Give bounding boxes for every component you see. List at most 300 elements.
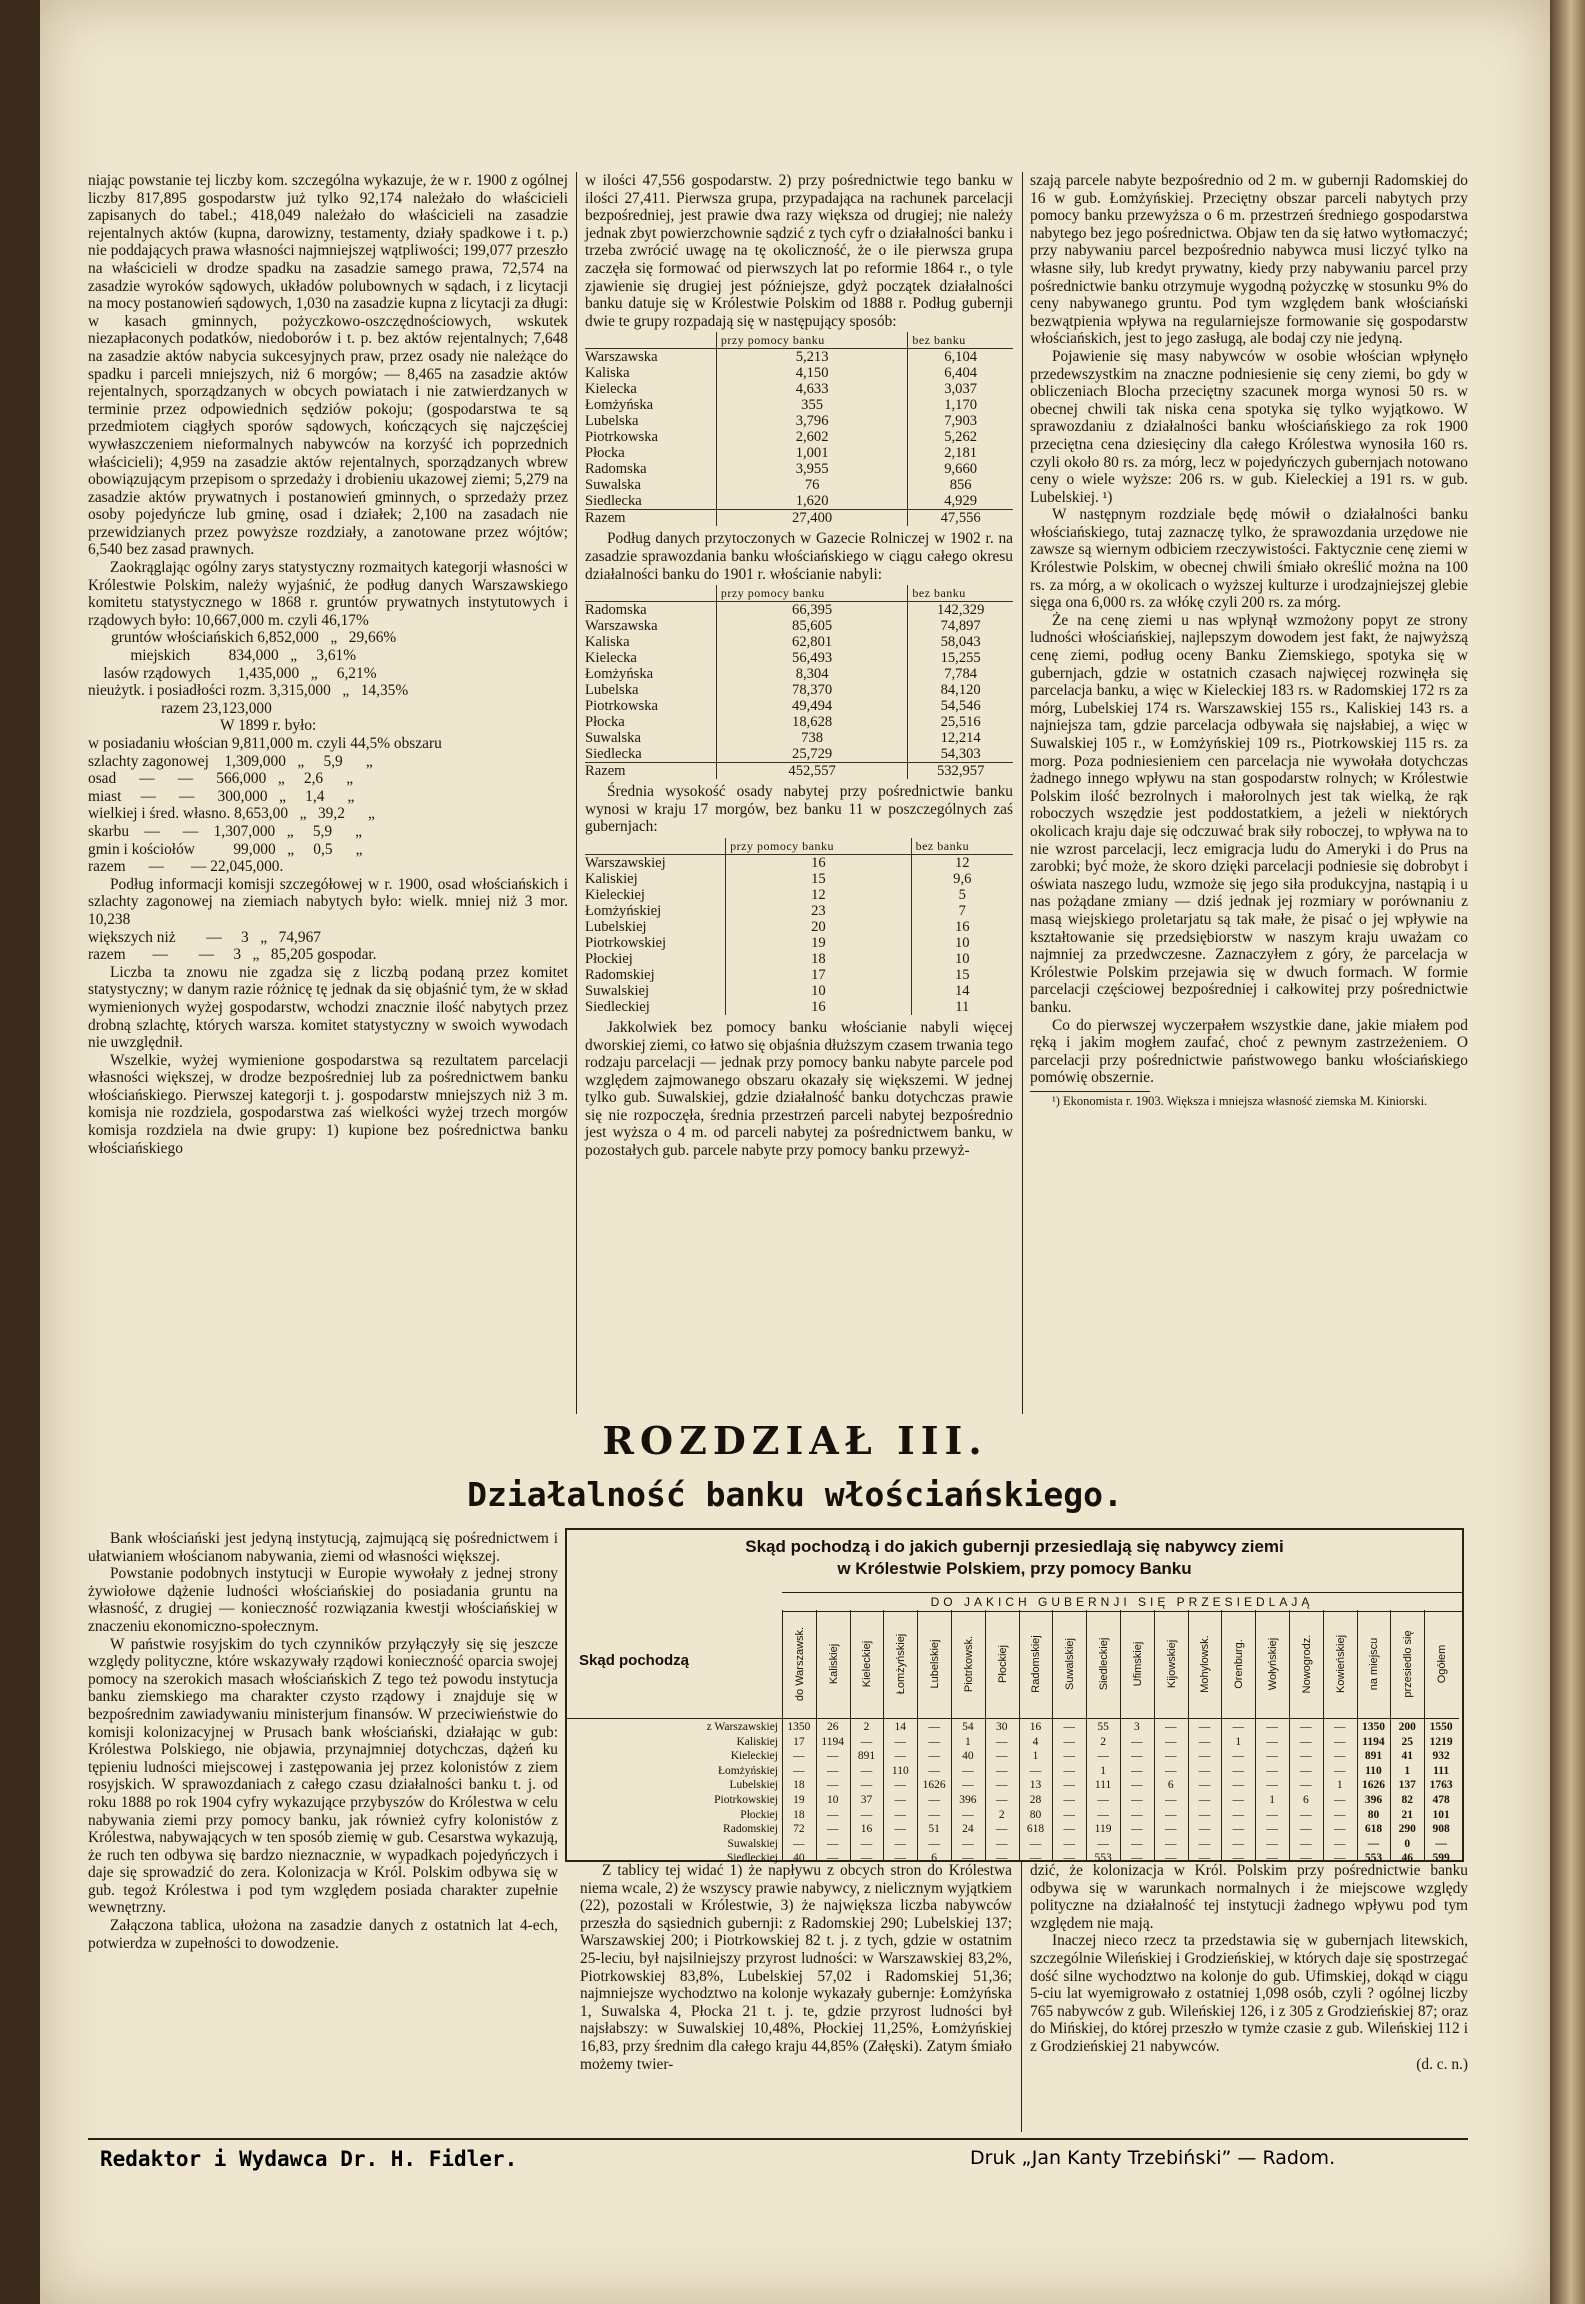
table-cell: —: [1300, 1735, 1312, 1748]
table-cell: —: [1232, 1823, 1245, 1836]
table-cell: 891: [857, 1750, 876, 1763]
table-cell: 1: [1336, 1779, 1343, 1792]
table-cell: 101: [1432, 1808, 1450, 1821]
table-cell: 4,929: [908, 493, 1013, 510]
table-row: [585, 763, 1013, 780]
row-label: Siedlecka: [585, 746, 642, 763]
column-header: Kowieńskiej: [1323, 1610, 1358, 1719]
row-label: Lubelskiej: [585, 918, 647, 935]
row-label: Lubelska: [585, 682, 639, 699]
table-cell: —: [995, 1852, 1008, 1865]
table-cell: —: [1131, 1735, 1143, 1748]
statistics-block: w posiadaniu włościan 9,811,000 m. czyli 44,5% obszaru szlachty zagonowej 1,309,000 „ 5,9 „ osad — — 566,000 „ 2,6 „ miast — — 300,000 „ 1,4 „ wielkiej i śred. własno. 8,653,00 „ 39,2 „ skarbu — — 1,307,000 „ 5,9 „ gmin i kościołów 99,000 „ 0,5 „ razem — — 22,045,000.: [88, 735, 442, 876]
table-cell: 14: [911, 983, 1013, 999]
row-label: Kieleckiej: [730, 1750, 778, 1763]
table-cell: —: [1131, 1852, 1143, 1865]
table-cell: —: [1164, 1721, 1177, 1733]
table-cell: —: [1333, 1750, 1346, 1763]
table-cell: —: [793, 1764, 805, 1777]
table-cell: 110: [891, 1764, 909, 1777]
table-cell: —: [894, 1794, 907, 1806]
data-table: przy pomocy banku bez banku Warszawskiej 16 12 Kaliskiej 15 9,6 Kieleckiej 12 5 Łomżyńskiej 23 7 Lubelskiej 20 16 Piotrkowskiej 19 10 Płockiej 18 10 Radomskiej 17 15 Suwalskiej 10 14 Siedleckiej 16 11: [585, 838, 1013, 1015]
table-cell: 599: [1432, 1852, 1450, 1865]
table-cell: 85,605: [716, 618, 907, 634]
table-cell: 40: [962, 1750, 974, 1763]
table-cell: 80: [1029, 1808, 1042, 1821]
column-header: Kaliskiej: [816, 1610, 851, 1719]
table-cell: 111: [1433, 1764, 1450, 1777]
table-cell: 532,957: [908, 763, 1013, 780]
table-cell: 9,6: [911, 871, 1013, 887]
table-cell: 54,546: [908, 698, 1013, 714]
row-label: Piotrkowska: [585, 698, 658, 715]
table-cell: —: [1097, 1837, 1109, 1850]
table-cell: —: [1232, 1794, 1245, 1806]
table-cell: —: [995, 1764, 1008, 1777]
table-row: [585, 618, 1013, 634]
paragraph: Jakkolwiek bez pomocy banku włościanie nabyli więcej dworskiej ziemi, co łatwo się objaśnia dłuższym czasem trwania tego rodzaju parcelacji — jednak przy pomocy banku nabyte parcele pod względem zajmowanego obszaru okazały się większemi. W jednej tylko gub. Suwalskiej, gdzie działalność banku dotychczas prawie się nie rozpoczęła, średnia przestrzeń parceli nabytej bezpośrednio jest wyższa o 4 m. od parceli nabytej za pośrednictwem banku, w pozostałych gub. parcele nabyte przy pomocy banku przewyż-: [585, 1018, 1013, 1160]
table-cell: 16: [860, 1823, 873, 1836]
table-cell: 1: [1032, 1750, 1039, 1763]
table-cell: —: [1333, 1823, 1346, 1836]
column-header: Nowogrodz.: [1289, 1610, 1324, 1719]
table-cell: —: [1300, 1852, 1312, 1865]
table-cell: 19: [726, 935, 911, 951]
table-cell: 37: [860, 1794, 873, 1806]
table-cell: —: [1198, 1837, 1211, 1850]
table-row: [585, 397, 1013, 413]
table-cell: —: [1063, 1764, 1076, 1777]
table-cell: —: [1198, 1808, 1211, 1821]
column-header: Kieleckiej: [850, 1610, 885, 1719]
table-cell: —: [1266, 1852, 1278, 1865]
column-header: Siedleckiej: [1086, 1610, 1121, 1719]
table-cell: 19: [793, 1794, 805, 1806]
table-cell: —: [860, 1735, 873, 1748]
table-cell: 18,628: [716, 714, 907, 730]
table-cell: 1626: [1361, 1779, 1385, 1792]
table-cell: 62,801: [716, 634, 907, 650]
table-cell: 396: [959, 1794, 977, 1806]
table-cell: 119: [1094, 1823, 1112, 1836]
table-cell: —: [928, 1735, 940, 1748]
column-divider: [576, 172, 577, 1414]
row-label: z Warszawskiej: [706, 1721, 778, 1733]
table-cell: 14: [894, 1721, 907, 1733]
column-header: Mohylowsk.: [1188, 1610, 1223, 1719]
table-cell: 1: [1100, 1764, 1106, 1777]
table-cell: 8,304: [716, 666, 907, 682]
table-cell: —: [1029, 1837, 1042, 1850]
table-cell: —: [1063, 1837, 1076, 1850]
table-cell: —: [1300, 1779, 1312, 1792]
table-row: [585, 493, 1013, 510]
table-cell: —: [1266, 1764, 1278, 1777]
row-label: Płockiej: [740, 1808, 778, 1821]
table-cell: 553: [1364, 1852, 1383, 1865]
table-cell: —: [1164, 1735, 1177, 1748]
footnote: ¹) Ekonomista r. 1903. Większa i mniejsza własność ziemska M. Kiniorski.: [1052, 1093, 1428, 1108]
paragraph: W następnym rozdziale będę mówił o działalności banku włościańskiego, tutaj zaznaczę tylko, że sprawozdania urzędowe nie zawsze są wiernym odbiciem rzeczywistości. Faktycznie cenę ziemi w Królestwie Polskim, w obecnej chwili śmiało określić można na 100 rs. za mórg, a w okolicach o wyższej kulturze i urodzajniejszej glebie sięga ona 6,000 rs. za włókę czyli 200 rs. za mórg.: [1030, 506, 1468, 612]
table-cell: —: [1300, 1764, 1312, 1777]
table-cell: 80: [1367, 1808, 1380, 1821]
paragraph: Bank włościański jest jedyną instytucją, zajmującą się pośrednictwem i ułatwianiem włościanom nabywania, ziemi od własności większej.: [88, 1530, 558, 1565]
bottom-middle-column: [580, 1862, 1012, 2073]
footer-rule: [88, 2138, 1468, 2140]
table-cell: 1763: [1429, 1779, 1453, 1792]
table-row: [585, 903, 1013, 919]
table-cell: —: [1198, 1852, 1211, 1865]
table-cell: 47,556: [908, 510, 1013, 527]
table-cell: —: [1367, 1837, 1380, 1850]
table-cell: 23: [726, 903, 911, 919]
table-cell: 6: [1303, 1794, 1309, 1806]
table-cell: —: [1266, 1735, 1278, 1748]
table-cell: 17: [726, 967, 911, 983]
table-cell: 26: [826, 1721, 839, 1733]
table-cell: 9,660: [908, 461, 1013, 477]
table-cell: 12,214: [908, 730, 1013, 746]
table-cell: 478: [1432, 1794, 1450, 1806]
table-cell: 2,181: [908, 445, 1013, 461]
table-cell: 4,633: [716, 381, 907, 397]
table-cell: 40: [793, 1852, 805, 1865]
row-label: Kielecka: [585, 381, 637, 398]
table-cell: —: [1131, 1823, 1143, 1836]
table-cell: 84,120: [908, 682, 1013, 698]
table-cell: —: [860, 1764, 873, 1777]
column-header: Kijowskiej: [1154, 1610, 1189, 1719]
table-cell: —: [995, 1823, 1008, 1836]
table-cell: —: [1198, 1764, 1211, 1777]
table-cell: —: [894, 1750, 907, 1763]
table-cell: 6: [931, 1852, 937, 1865]
table-cell: 18: [726, 951, 911, 967]
table-cell: —: [928, 1794, 940, 1806]
paragraph: Zaokrąglając ogólny zarys statystyczny rozmaitych kategorji własności w Królestwie Polskim, należy wyjaśnić, że podług danych Warszawskiego komitetu statystycznego w 1868 r. gruntów prywatnych instytutowych i rządowych było: 10,667,000 m. czyli 46,17%: [88, 559, 568, 629]
row-label: Piotrkowskiej: [585, 934, 667, 951]
table-cell: 12: [911, 854, 1013, 871]
row-label: Lubelska: [585, 413, 639, 430]
table-row: [585, 698, 1013, 714]
table-cell: —: [995, 1779, 1008, 1792]
table-cell: —: [1097, 1808, 1109, 1821]
table-cell: 10: [826, 1794, 839, 1806]
table-cell: —: [1198, 1721, 1211, 1733]
migration-table: [565, 1528, 1464, 1865]
row-label: Kaliska: [585, 634, 630, 651]
table-cell: —: [1164, 1764, 1177, 1777]
column-header: Orenburg.: [1221, 1610, 1256, 1719]
table-cell: —: [1232, 1764, 1245, 1777]
table-cell: —: [894, 1735, 907, 1748]
paragraph: Że na cenę ziemi u nas wpłynął wzmożony popyt ze strony ludności włościańskiej, najlepszym dowodem jest fakt, że najwyższą cenę ziemi, podług oceny Banku Ziemskiego, spotyka się w gubernjach, gdzie w ostatnich czasach najwięcej rozwinęła się parcelacja banku, a więc w Kieleckiej 183 rs. w Radomskiej 172 rs za mórg, Lubelskiej 174 rs. Warszawskiej 155 rs., Kaliskiej 143 rs. a najniejsza tam, gdzie parcelacja odbywała się najsłabiej, a więc w Suwalskiej 105 r., w Łomżyńskiej 109 rs., Piotrkowskiej 115 rs. za morg. Poza podniesieniem cen parcelacja nie wywołała dotychczas żadnego innego wpływu na stan gospodarstw rolnych; w Królestwie Polskim ilość bezrolnych i małorolnych jest tak wielką, że rąk roboczych wszędzie jest poddostatkiem, a jeżeli w niektórych okolicach kraju daje się odczuwać brak siły roboczej, to wpływa na to nie wzrost parcelacji, lecz emigracja ludu do Ameryki i do Prus na zarobki; być może, że skoro dzięki parcelacji podniesie się dobrobyt i oświata naszego ludu, wzmoże się jego siła produkcyjna, nastąpią i u nas pożądane zmiany — dziś jednak jej rozmiary w porównaniu z masą wiejskiego proletarjatu są tak małe, że pisać o jej wpływie na kształtowanie się przedsiębiorstw w naszym kraju uważam co najmniej za przedwczesne. Zaznaczyłem z góry, że parcelacja w Królestwie Polskim przejawia się w dwuch formach. W formie parcelacji częściowej bezpośredniej i całkowitej przy pośrednictwie banku.: [1030, 611, 1468, 1016]
table-cell: 2,602: [716, 429, 907, 445]
table-row: [585, 871, 1013, 887]
paragraph: w ilości 47,556 gospodarstw. 2) przy pośrednictwie tego banku w ilości 27,411. Pierwsza grupa, przypadająca na rachunek parcelacji bezpośredniej, jest prawie dwa razy większa od drugiej; nie należy jednak zbyt powierzchownie sądzić z tych cyfr o działalności banku i trzeba zwrócić uwagę na tę okoliczność, że o ile pierwsza grupa zaczęła się formować od pierwszych lat po reformie 1864 r., o tyle zjawienie się drugiej jest późniejsze, gdyż początek działalności banku datuje się w Królestwie Polskim od 1888 r. Podług gubernji dwie te grupy rozpadają się w następujący sposób:: [585, 172, 1013, 330]
table-cell: 1626: [922, 1779, 946, 1792]
table-cell: 355: [716, 397, 907, 413]
table-cell: —: [962, 1852, 974, 1865]
table-cell: 51: [928, 1823, 940, 1836]
table-cell: —: [860, 1808, 873, 1821]
table-cell: 1194: [1362, 1735, 1385, 1748]
column-header: do Warszawsk.: [782, 1610, 817, 1719]
table-cell: —: [1131, 1779, 1143, 1792]
table-row: [585, 602, 1013, 619]
table-cell: —: [1300, 1721, 1312, 1733]
table-cell: —: [1198, 1735, 1211, 1748]
paragraph: Załączona tablica, ułożona na zasadzie danych z ostatnich lat 4-ech, potwierdza w zupełności to dowodzenie.: [88, 1917, 558, 1952]
table-cell: 74,897: [908, 618, 1013, 634]
row-label: Łomżyńskiej: [585, 902, 662, 919]
table-cell: —: [928, 1764, 940, 1777]
table-cell: —: [1131, 1764, 1143, 1777]
row-label: Piotrkowska: [585, 429, 658, 446]
paragraph: szają parcele nabyte bezpośrednio od 2 m. w gubernji Radomskiej do 16 w gub. Łomżyńskiej. Przeciętny obszar parceli nabytych przy pomocy banku przewyższa o 6 m. przestrzeń średniego gospodarstwa nabytego bez jego pośrednictwa. Objaw ten da się łatwo wytłomaczyć; przy nabywaniu parcel bezpośrednio nabywca musi liczyć tylko na własne siły, lub kredyt prywatny, kiedy przy nabywaniu parcel przy pośrednictwie banku otrzymuje wygodną pożyczkę w stosunku 9% do ceny nabywanego gruntu. Pod tym względem bank włościański bezwątpienia wpływa na regularniejsze formowanie się gospodarstw włościańskich, jest to jego zasługą, ale bodaj czy nie jedyną.: [1030, 172, 1468, 348]
column-header: Radomskiej: [1019, 1610, 1054, 1719]
table-cell: 15: [726, 871, 911, 887]
row-label: Kaliska: [585, 365, 630, 382]
table-cell: —: [1266, 1750, 1278, 1763]
table-row: [585, 413, 1013, 429]
table-row: [585, 477, 1013, 493]
table-cell: 54: [962, 1721, 974, 1733]
row-label: Warszawska: [585, 618, 658, 635]
table-cell: 1350: [1361, 1721, 1385, 1733]
chapter-heading: ROZDZIAŁ III.: [602, 1418, 988, 1463]
table-cell: —: [793, 1837, 805, 1850]
paragraph: Powstanie podobnych instytucji w Europie wywołały z jednej strony żywiołowe dążenie ludności włościańskiej do posiadania gruntu na własność, z drugiej — konieczność rozwiązania kwestji włościańskiej w znaczeniu ekonomiczno-społecznym.: [88, 1565, 558, 1635]
table-cell: —: [1333, 1837, 1346, 1850]
table-cell: 20: [726, 919, 911, 935]
table-cell: —: [1063, 1779, 1076, 1792]
table-row: [585, 365, 1013, 381]
table-cell: 618: [1364, 1823, 1383, 1836]
table-cell: 6,104: [908, 349, 1013, 366]
table-row: [585, 445, 1013, 461]
column-2: [585, 172, 1013, 1160]
table-cell: 46: [1401, 1852, 1414, 1865]
paragraph: W państwie rosyjskim do tych czynników przyłączyły się się jeszcze względy polityczne, które wskazywały rządowi konieczność oparcia swojej pomocy na szerokich masach włościańskich Z tego też powodu instytucja banku ziemskiego ma charakter czysto rządowy i znajduje się w bezpośrednim zawiadywaniu ministerjum finansów. W przeciwieństwie do komisji kolonizacyjnej w Prusach bank włościański, działając w gub: Królestwa Polskiego, nie objawia, przynajmniej dotychczas, dążeń ku tępieniu ludności miejscowej i zastępowania jej przez kolonistów z ziem rosyjskich. W sprawozdaniach z całego czasu działalności banku t. j. od roku 1888 po rok 1904 cyfry wykazujące przybyszów do Królestwa w celu nabywania ziemi przy pomocy banku, jak również cyfry kolonistów z Królestwa, nabywających w ten sposób ziemię w gub. Cesarstwa wykazują, że ruch ten odbywa się bardzo nieznacznie, w wypadkach pojedyńczych i daje się sprowadzić do zera. Kolonizacja w Król. Polskim odbywa się w gub. tegoż Królestwa i pod tym względem posiada charakter zupełnie wewnętrzny.: [88, 1635, 558, 1917]
table-row: [585, 650, 1013, 666]
table-cell: 137: [1398, 1779, 1416, 1792]
table-row: [585, 951, 1013, 967]
table-cell: —: [894, 1808, 907, 1821]
table-row: [585, 887, 1013, 903]
table-cell: 12: [726, 887, 911, 903]
table-cell: —: [1131, 1837, 1143, 1850]
table-cell: —: [1131, 1794, 1143, 1806]
table-cell: 49,494: [716, 698, 907, 714]
table-title: Skąd pochodzą i do jakich gubernji przesiedlają się nabywcy ziemi w Królestwie Polskiem, przy pomocy Banku: [745, 1537, 1284, 1578]
table-cell: —: [1232, 1852, 1245, 1865]
table-row: [585, 381, 1013, 397]
table-cell: 6: [1167, 1779, 1174, 1792]
newspaper-page: [40, 0, 1550, 2304]
table-cell: 3,796: [716, 413, 907, 429]
row-label: Suwalskiej: [585, 982, 650, 999]
table-cell: —: [928, 1837, 940, 1850]
row-label: Kaliskiej: [585, 870, 638, 887]
table-row: [585, 682, 1013, 698]
column-1: [88, 172, 568, 1157]
paragraph: Pojawienie się masy nabywców w osobie włościan wpłynęło przedewszystkim na znaczne podniesienie się ceny ziemi, bo gdy w obliczeniach Blocha przeciętny szacunek morga wynosi 50 rs. w obecnej chwili tak niska cena spotyka się tylko wyjątkowo. W sprawozdaniu z działalności banku włościańskiego za rok 1900 przeciętna cena dziesięciny dla całego Królestwa wynosiła 160 rs. czyli około 80 rs. za mórg, lecz w pojedyńczych gubernjach notowano ceny o wiele wyższe: 206 rs. w gub. Kieleckiej a 191 rs. w gub. Lubelskiej. ¹): [1030, 347, 1468, 506]
chapter-subheading: Działalność banku włościańskiego.: [467, 1475, 1123, 1514]
table-cell: —: [1198, 1823, 1211, 1836]
row-label: Kaliskiej: [736, 1735, 778, 1748]
table-cell: —: [1164, 1823, 1177, 1836]
signature: (d. c. n.): [1416, 2055, 1468, 2073]
table-cell: 16: [911, 919, 1013, 935]
table-cell: 5,262: [908, 429, 1013, 445]
table-cell: 78,370: [716, 682, 907, 698]
column-header: Ogółem: [1424, 1610, 1459, 1719]
table-row: [585, 746, 1013, 763]
table-cell: 1: [965, 1735, 971, 1748]
table-cell: —: [928, 1750, 940, 1763]
paragraph: Średnia wysokość osady nabytej przy pośrednictwie banku wynosi w kraju 17 morgów, bez banku 11 w poszczególnych zaś gubernjach:: [585, 783, 1013, 836]
table-cell: —: [1063, 1721, 1076, 1733]
table-cell: —: [1063, 1794, 1076, 1806]
column-3: [1030, 172, 1468, 1108]
table-cell: —: [826, 1764, 839, 1777]
table-cell: —: [826, 1779, 839, 1792]
table-cell: 54,303: [908, 746, 1013, 763]
table-cell: —: [894, 1852, 907, 1865]
paragraph: Podług informacji komisji szczegółowej w r. 1900, osad włościańskich i szlachty zagonowej na ziemiach nabytych było: wielk. mniej niż 3 mor. 10,238: [88, 875, 568, 928]
table-cell: —: [995, 1794, 1008, 1806]
table-cell: —: [1266, 1721, 1278, 1733]
table-cell: 25,516: [908, 714, 1013, 730]
table-cell: —: [1029, 1852, 1042, 1865]
paragraph: Podług danych przytoczonych w Gazecie Rolniczej w 1902 r. na zasadzie sprawozdania banku włościańskiego w ciągu całego okresu działalności banku do 1901 r. włościanie nabyli:: [585, 530, 1013, 583]
table-cell: 28: [1029, 1794, 1042, 1806]
table-row: [585, 999, 1013, 1015]
column-header: Suwalskiej: [1052, 1610, 1087, 1719]
table-cell: 200: [1398, 1721, 1416, 1733]
table-cell: 56,493: [716, 650, 907, 666]
table-cell: —: [1164, 1808, 1177, 1821]
row-label: Radomskiej: [723, 1823, 778, 1836]
table-cell: 10: [726, 983, 911, 999]
table-cell: 1194: [821, 1735, 844, 1748]
table-cell: 15: [911, 967, 1013, 983]
table-cell: —: [1266, 1823, 1278, 1836]
table-row: [585, 634, 1013, 650]
paragraph: Wszelkie, wyżej wymienione gospodarstwa są rezultatem parcelacji własności większej, w drodze bezpośredniej lub za pośrednictwem banku włościańskiego. Pierwszej kategorji t. j. gospodarstw mniejszych niż 3 m. komisja nie rozdziela, gospodarstwa zaś wielkości wyżej trzech morgów komisja rozdziela na dwie grupy: 1) kupione bez pośrednictwa banku włościańskiego: [88, 1051, 568, 1157]
table-cell: 27,400: [716, 510, 907, 527]
editor-line: Redaktor i Wydawca Dr. H. Fidler.: [100, 2147, 518, 2171]
table-cell: —: [1333, 1794, 1346, 1806]
table-cell: —: [995, 1837, 1008, 1850]
table-cell: —: [1300, 1808, 1312, 1821]
row-label: Łomżyńska: [585, 666, 654, 683]
table-cell: —: [1333, 1721, 1346, 1733]
table-cell: —: [1164, 1852, 1177, 1865]
table-cell: 1: [1269, 1794, 1275, 1806]
table-cell: —: [860, 1837, 873, 1850]
column-header: Piotrkowsk.: [951, 1610, 986, 1719]
table-cell: 1219: [1429, 1735, 1453, 1748]
row-label: Suwalska: [585, 730, 641, 747]
row-label: Razem: [585, 510, 716, 527]
row-label: Kieleckiej: [585, 886, 645, 903]
table-cell: —: [962, 1808, 974, 1821]
table-cell: —: [1164, 1794, 1177, 1806]
table-cell: —: [1063, 1808, 1076, 1821]
page-edge: [1550, 0, 1585, 2304]
table-cell: —: [1164, 1750, 1177, 1763]
paragraph: dzić, że kolonizacja w Król. Polskim przy pośrednictwie banku odbywa się w warunkach normalnych i że miejscowe względy polityczne na działalność tej instytucji żadnego wpływu pod tym względem nie mają.: [1030, 1862, 1468, 1932]
table-cell: 1,170: [908, 397, 1013, 413]
table-row: [585, 666, 1013, 682]
table-cell: —: [995, 1735, 1008, 1748]
table-cell: 82: [1401, 1794, 1414, 1806]
table-cell: 1,620: [716, 493, 907, 510]
paragraph: Co do pierwszej wyczerpałem wszystkie dane, jakie miałem pod ręką i jakim mogłem zaufać, choć z pewnym zastrzeżeniem. O parcelacji przy pośrednictwie państwowego banku włościańskiego pomówię obszernie.: [1030, 1016, 1468, 1087]
table-cell: —: [1097, 1750, 1109, 1763]
column-header: Lubelskiej: [917, 1610, 952, 1719]
table-cell: 15,255: [908, 650, 1013, 666]
row-label: Suwalskiej: [727, 1837, 778, 1850]
table-row: [585, 730, 1013, 746]
table-cell: —: [1333, 1764, 1346, 1777]
table-cell: 66,395: [716, 602, 907, 619]
table-cell: —: [1198, 1794, 1211, 1806]
table-grid: [567, 1610, 1462, 1865]
paragraph: Liczba ta znowu nie zgadza się z liczbą podaną przez komitet statystyczny; w danym razie różnicę tę jednak da się objaśnić tym, że w skład wymienionych wyżej gospodarstw, wchodzi znacznie ilość nabytych przez drobną szlachtę, których warsza. komitet statystyczny w swoich wywodach nie uwzględnił.: [88, 963, 568, 1052]
row-label: Warszawska: [585, 349, 658, 366]
table-cell: —: [894, 1837, 907, 1850]
table-cell: 24: [962, 1823, 974, 1836]
table-cell: 618: [1026, 1823, 1045, 1836]
table-cell: 4: [1032, 1735, 1039, 1748]
table-cell: —: [1131, 1750, 1143, 1763]
table-cell: 142,329: [908, 602, 1013, 619]
table-cell: 55: [1097, 1721, 1109, 1733]
bottom-left-column: [88, 1530, 558, 1952]
data-table: przy pomocy banku bez banku Warszawska 5,213 6,104 Kaliska 4,150 6,404 Kielecka 4,633 3,037 Łomżyńska 355 1,170 Lubelska 3,796 7,903 Piotrkowska 2,602 5,262 Płocka 1,001 2,181 Radomska 3,955 9,660 Suwalska 76 856 Siedlecka 1,620 4,929 Razem 27,400 47,556: [585, 332, 1013, 526]
table-cell: —: [1063, 1852, 1076, 1865]
table-cell: 7,903: [908, 413, 1013, 429]
table-cell: —: [1029, 1764, 1042, 1777]
table-cell: 58,043: [908, 634, 1013, 650]
table-cell: —: [793, 1750, 805, 1763]
table-row: [585, 967, 1013, 983]
table-cell: 4,150: [716, 365, 907, 381]
column-divider: [1022, 172, 1023, 1414]
table-row: [585, 461, 1013, 477]
table-cell: —: [928, 1721, 940, 1733]
table-cell: 0: [1404, 1837, 1411, 1850]
table-cell: —: [1131, 1808, 1143, 1821]
column-divider: [1021, 1862, 1022, 2132]
printer-line: Druk „Jan Kanty Trzebiński” — Radom.: [970, 2147, 1336, 2169]
table-cell: —: [1266, 1779, 1278, 1792]
table-cell: —: [1266, 1808, 1278, 1821]
table-cell: 16: [1029, 1721, 1042, 1733]
row-label: Siedleckiej: [726, 1852, 778, 1865]
table-cell: 7: [911, 903, 1013, 919]
subheading: W 1899 r. było:: [220, 717, 317, 735]
column-header: Płockiej: [985, 1610, 1020, 1719]
table-cell: 1,001: [716, 445, 907, 461]
table-cell: —: [1063, 1823, 1076, 1836]
table-cell: 396: [1364, 1794, 1383, 1806]
table-row: [585, 429, 1013, 445]
row-label: Kielecka: [585, 650, 637, 667]
